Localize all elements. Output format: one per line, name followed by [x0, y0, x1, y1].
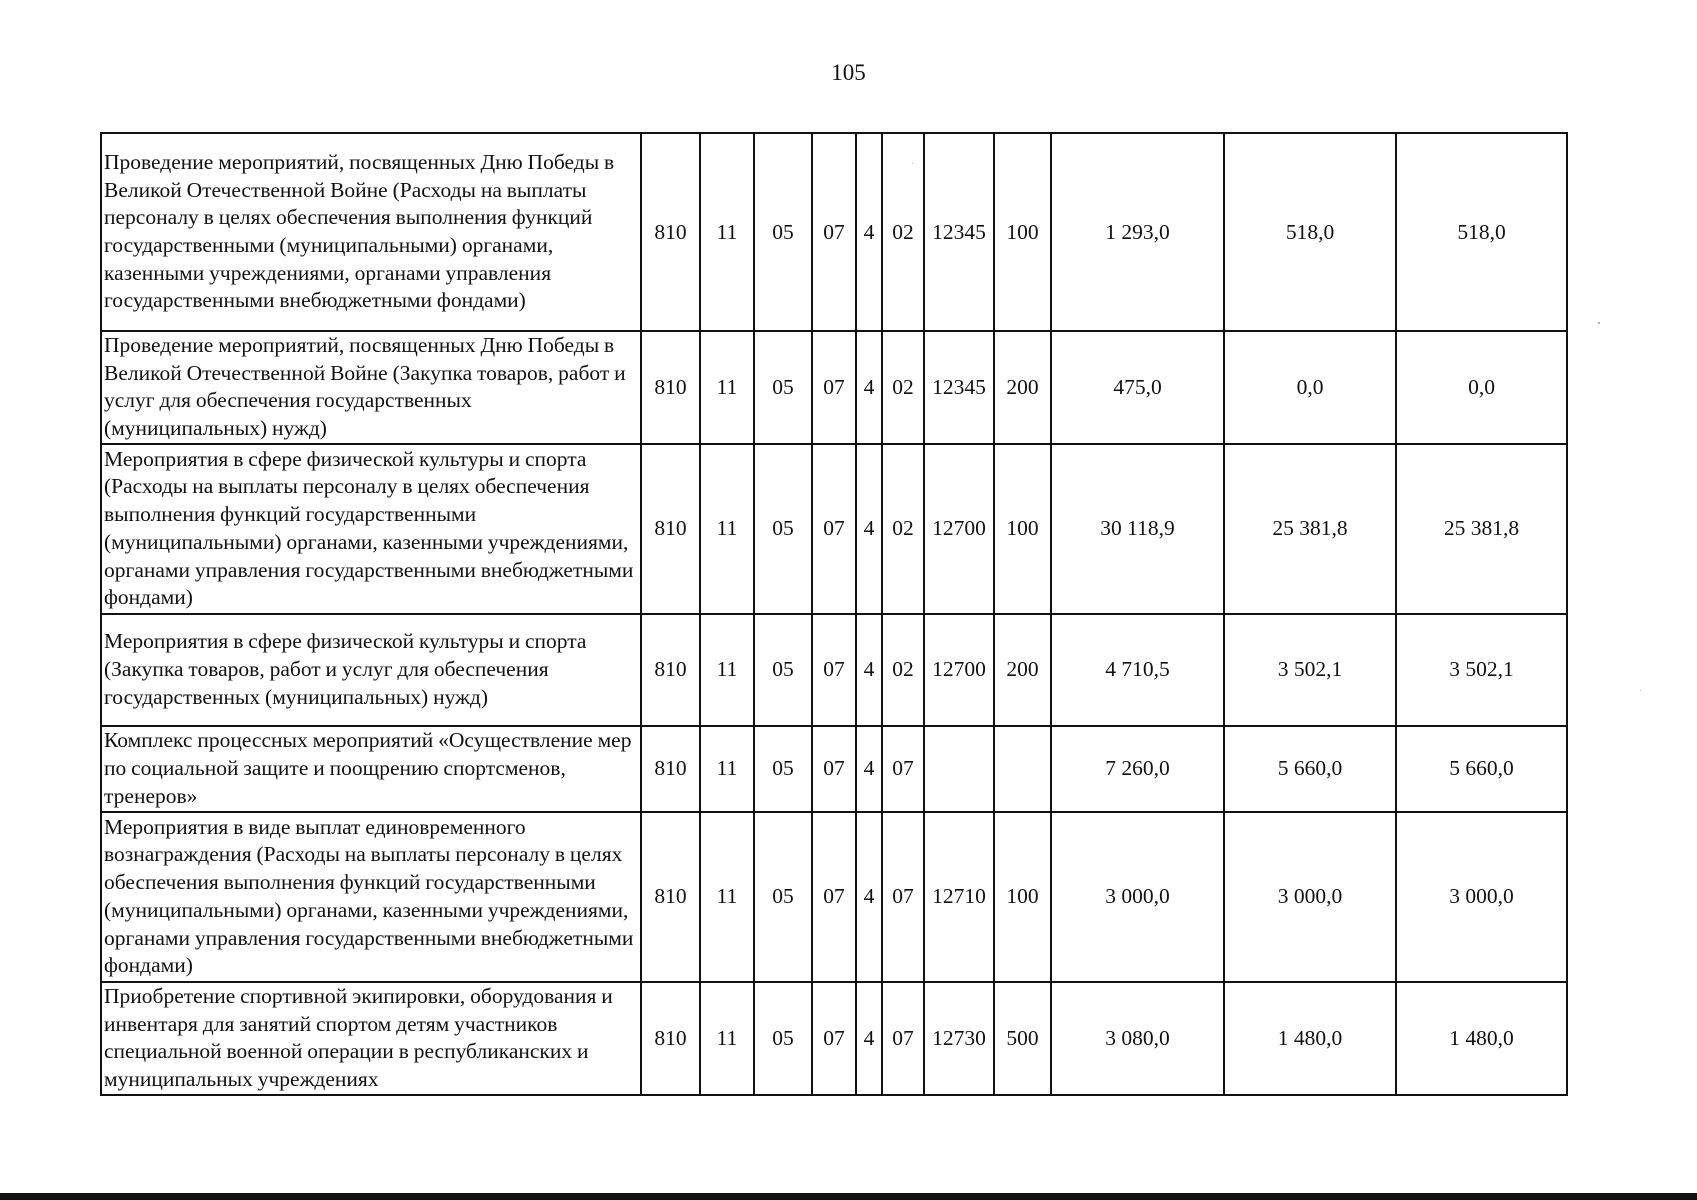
- amount-year-3: 1 480,0: [1396, 982, 1567, 1095]
- table-row: [101, 133, 1567, 331]
- type-code: 4: [856, 133, 882, 331]
- expense-type-code: 500: [994, 982, 1051, 1095]
- row-description: Проведение мероприятий, посвященных Дню Победы в Великой Отечественной Войне (Закупка товаров, работ и услуг для обеспечения государственных (муниципальных) нужд): [101, 331, 641, 444]
- table-row: [101, 812, 1567, 982]
- program-code: 07: [812, 133, 856, 331]
- amount-year-2: 0,0: [1224, 331, 1396, 444]
- direction-code: [924, 726, 994, 812]
- section-code: 11: [700, 331, 754, 444]
- type-code: 4: [856, 726, 882, 812]
- direction-code: 12345: [924, 331, 994, 444]
- scan-edge-bar: [0, 1193, 1697, 1200]
- program-code: 07: [812, 812, 856, 982]
- expense-type-code: 100: [994, 812, 1051, 982]
- subsection-code: 05: [754, 982, 812, 1095]
- amount-year-1: 4 710,5: [1051, 614, 1224, 726]
- group-code: 07: [882, 982, 924, 1095]
- section-code: 11: [700, 812, 754, 982]
- section-code: 11: [700, 726, 754, 812]
- program-code: 07: [812, 726, 856, 812]
- row-description: Комплекс процессных мероприятий «Осуществление мер по социальной защите и поощрению спортсменов, тренеров»: [101, 726, 641, 812]
- amount-year-1: 3 000,0: [1051, 812, 1224, 982]
- subsection-code: 05: [754, 726, 812, 812]
- ministry-code: 810: [641, 444, 700, 614]
- ministry-code: 810: [641, 331, 700, 444]
- scan-speck: [1598, 322, 1600, 324]
- amount-year-1: 30 118,9: [1051, 444, 1224, 614]
- program-code: 07: [812, 444, 856, 614]
- amount-year-3: 518,0: [1396, 133, 1567, 331]
- group-code: 02: [882, 614, 924, 726]
- amount-year-2: 3 502,1: [1224, 614, 1396, 726]
- type-code: 4: [856, 614, 882, 726]
- amount-year-1: 7 260,0: [1051, 726, 1224, 812]
- table-row: [101, 726, 1567, 812]
- section-code: 11: [700, 133, 754, 331]
- row-description: Проведение мероприятий, посвященных Дню Победы в Великой Отечественной Войне (Расходы на выплаты персоналу в целях обеспечения выполнения функций государственными (муниципальными) органами, казенными учреждениями, органами управления государственными внебюджетными фондами): [101, 133, 641, 331]
- group-code: 02: [882, 444, 924, 614]
- amount-year-1: 1 293,0: [1051, 133, 1224, 331]
- program-code: 07: [812, 614, 856, 726]
- amount-year-2: 25 381,8: [1224, 444, 1396, 614]
- section-code: 11: [700, 982, 754, 1095]
- subsection-code: 05: [754, 614, 812, 726]
- amount-year-3: 5 660,0: [1396, 726, 1567, 812]
- budget-table: [100, 132, 1568, 1096]
- direction-code: 12700: [924, 444, 994, 614]
- table-row: [101, 614, 1567, 726]
- expense-type-code: 200: [994, 614, 1051, 726]
- page-number: 105: [831, 60, 866, 85]
- subsection-code: 05: [754, 331, 812, 444]
- expense-type-code: [994, 726, 1051, 812]
- section-code: 11: [700, 614, 754, 726]
- group-code: 02: [882, 133, 924, 331]
- ministry-code: 810: [641, 614, 700, 726]
- direction-code: 12700: [924, 614, 994, 726]
- amount-year-2: 1 480,0: [1224, 982, 1396, 1095]
- row-description: Приобретение спортивной экипировки, оборудования и инвентаря для занятий спортом детям участников специальной военной операции в республиканских и муниципальных учреждениях: [101, 982, 641, 1095]
- ministry-code: 810: [641, 982, 700, 1095]
- program-code: 07: [812, 331, 856, 444]
- amount-year-3: 3 000,0: [1396, 812, 1567, 982]
- ministry-code: 810: [641, 133, 700, 331]
- type-code: 4: [856, 444, 882, 614]
- group-code: 07: [882, 812, 924, 982]
- expense-type-code: 200: [994, 331, 1051, 444]
- type-code: 4: [856, 331, 882, 444]
- group-code: 02: [882, 331, 924, 444]
- expense-type-code: 100: [994, 133, 1051, 331]
- subsection-code: 05: [754, 812, 812, 982]
- type-code: 4: [856, 812, 882, 982]
- table-row: [101, 331, 1567, 444]
- amount-year-1: 3 080,0: [1051, 982, 1224, 1095]
- section-code: 11: [700, 444, 754, 614]
- row-description: Мероприятия в сфере физической культуры и спорта (Расходы на выплаты персоналу в целях обеспечения выполнения функций государственными (муниципальными) органами, казенными учреждениями, органами управления государственными внебюджетными фондами): [101, 444, 641, 614]
- scan-speck: [1640, 690, 1641, 691]
- scan-speck: [912, 163, 913, 164]
- table-row: [101, 444, 1567, 614]
- row-description: Мероприятия в сфере физической культуры и спорта (Закупка товаров, работ и услуг для обеспечения государственных (муниципальных) нужд): [101, 614, 641, 726]
- direction-code: 12730: [924, 982, 994, 1095]
- table-row: [101, 982, 1567, 1095]
- amount-year-2: 3 000,0: [1224, 812, 1396, 982]
- type-code: 4: [856, 982, 882, 1095]
- group-code: 07: [882, 726, 924, 812]
- amount-year-2: 5 660,0: [1224, 726, 1396, 812]
- amount-year-3: 0,0: [1396, 331, 1567, 444]
- ministry-code: 810: [641, 812, 700, 982]
- amount-year-1: 475,0: [1051, 331, 1224, 444]
- expense-type-code: 100: [994, 444, 1051, 614]
- subsection-code: 05: [754, 444, 812, 614]
- row-description: Мероприятия в виде выплат единовременного вознаграждения (Расходы на выплаты персоналу в целях обеспечения выполнения функций государственными (муниципальными) органами, казенными учреждениями, органами управления государственными внебюджетными фондами): [101, 812, 641, 982]
- ministry-code: 810: [641, 726, 700, 812]
- amount-year-3: 3 502,1: [1396, 614, 1567, 726]
- amount-year-3: 25 381,8: [1396, 444, 1567, 614]
- direction-code: 12710: [924, 812, 994, 982]
- direction-code: 12345: [924, 133, 994, 331]
- program-code: 07: [812, 982, 856, 1095]
- amount-year-2: 518,0: [1224, 133, 1396, 331]
- subsection-code: 05: [754, 133, 812, 331]
